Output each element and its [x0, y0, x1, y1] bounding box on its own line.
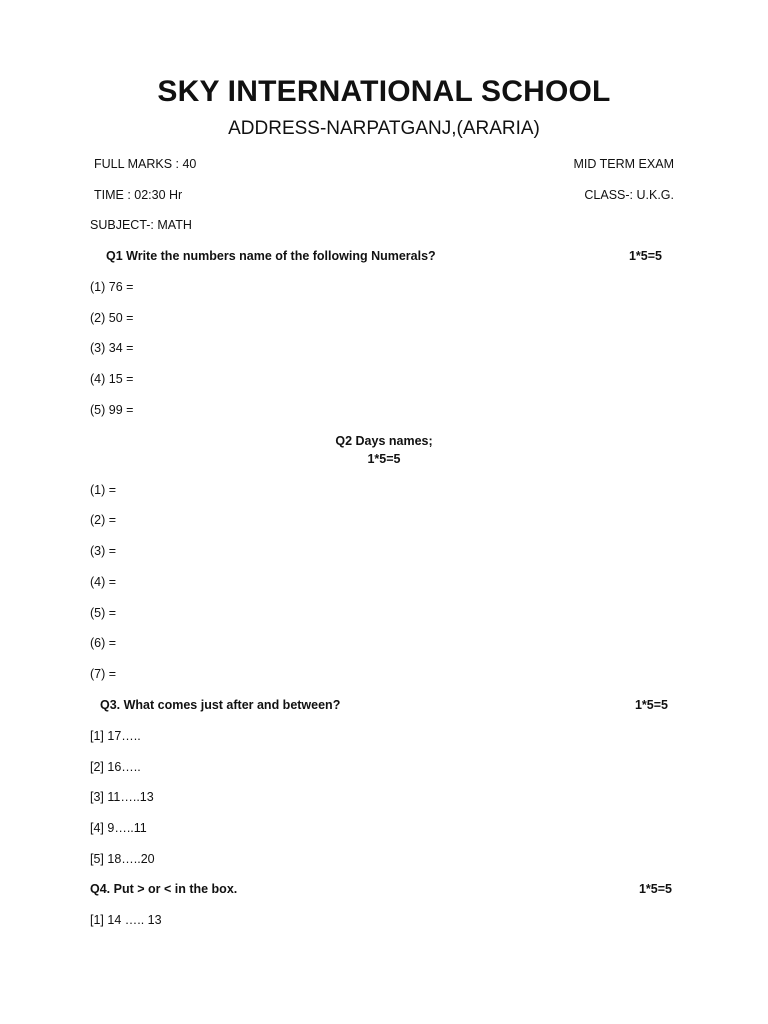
subject-label: SUBJECT-: MATH — [90, 218, 192, 232]
q3-title: Q3. What comes just after and between? — [100, 698, 341, 712]
q2-item: (7) = — [90, 667, 117, 681]
exam-time: TIME : 02:30 Hr — [94, 188, 183, 202]
q4-marks: 1*5=5 — [638, 882, 672, 896]
q4-item: [1] 14 ….. 13 — [90, 913, 162, 927]
q3-marks: 1*5=5 — [634, 698, 668, 712]
q3-item: [5] 18…..20 — [90, 852, 155, 866]
q2-marks: 1*5=5 — [367, 452, 401, 466]
meta-row-1 — [90, 157, 678, 175]
q2-item: (2) = — [90, 513, 117, 527]
school-name: SKY INTERNATIONAL SCHOOL — [157, 75, 611, 108]
meta-row-2 — [90, 188, 678, 206]
q2-item: (6) = — [90, 636, 117, 650]
q1-item: (1) 76 = — [90, 280, 134, 294]
q3-item: [2] 16….. — [90, 760, 141, 774]
exam-name: MID TERM EXAM — [573, 157, 674, 171]
q1-title: Q1 Write the numbers name of the following Numerals? — [106, 249, 436, 263]
full-marks: FULL MARKS : 40 — [94, 157, 197, 171]
class-label: CLASS-: U.K.G. — [584, 188, 674, 202]
q2-item: (3) = — [90, 544, 117, 558]
q4-title: Q4. Put > or < in the box. — [90, 882, 238, 896]
q2-title: Q2 Days names; — [335, 434, 433, 448]
q1-heading — [90, 249, 678, 267]
q2-item: (4) = — [90, 575, 117, 589]
q1-marks: 1*5=5 — [628, 249, 662, 263]
q1-item: (4) 15 = — [90, 372, 134, 386]
q2-item: (5) = — [90, 606, 117, 620]
q3-item: [1] 17….. — [90, 729, 141, 743]
q3-heading — [90, 698, 678, 716]
school-address: ADDRESS-NARPATGANJ,(ARARIA) — [228, 118, 540, 139]
q3-item: [3] 11…..13 — [90, 790, 154, 804]
q1-item: (2) 50 = — [90, 311, 134, 325]
q3-item: [4] 9…..11 — [90, 821, 147, 835]
q1-item: (3) 34 = — [90, 341, 134, 355]
q1-item: (5) 99 = — [90, 403, 134, 417]
q2-item: (1) = — [90, 483, 117, 497]
q4-heading — [90, 882, 678, 900]
